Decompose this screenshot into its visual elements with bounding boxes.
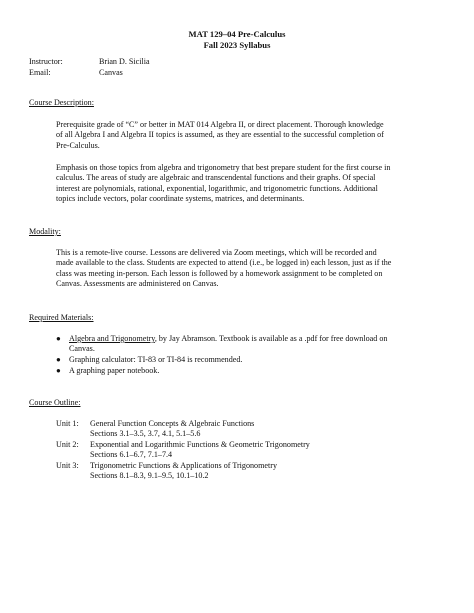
- unit-label: Unit 1:: [56, 419, 79, 428]
- text-line: topics include vectors, polar coordinate systems, matrices, and determinants.: [56, 194, 305, 204]
- unit-title: Exponential and Logarithmic Functions & Geometric Trigonometry: [90, 440, 310, 449]
- required-materials-heading: Required Materials:: [29, 313, 94, 322]
- text-line: of all Algebra I and Algebra II topics is assumed, as they are essential to the successful completion of: [56, 130, 384, 140]
- unit-sections: Sections 3.1–3.5, 3.7, 4.1, 5.1–5.6: [90, 429, 201, 439]
- text-line: made available to the class. Students are expected to attend (i.e., be logged in) each lesson, just as if the: [56, 258, 392, 268]
- bullet-icon: ●: [56, 355, 61, 364]
- course-title: MAT 129–04 Pre-Calculus: [188, 29, 286, 39]
- bullet-icon: ●: [56, 334, 61, 343]
- unit-3: [56, 461, 277, 482]
- unit-2: [56, 440, 310, 461]
- emphasis-paragraph: [56, 163, 448, 205]
- term-title: Fall 2023 Syllabus: [203, 40, 271, 50]
- unit-label: Unit 3:: [56, 461, 79, 470]
- instructor-name: Brian D. Sicilia: [99, 57, 150, 66]
- modality-paragraph: [56, 248, 448, 290]
- email-row: [29, 68, 123, 78]
- text-line: Graphing calculator: TI-83 or TI-84 is recommended.: [69, 355, 243, 364]
- prerequisite-paragraph: [56, 120, 448, 151]
- email-value: Canvas: [99, 68, 123, 77]
- text-line: , by Jay Abramson. Textbook is available as a .pdf for free download on: [154, 334, 388, 343]
- text-line: class was meeting in-person. Each lesson is followed by a homework assignment to be completed on: [56, 268, 383, 278]
- unit-title: General Function Concepts & Algebraic Functions: [90, 419, 255, 428]
- instructor-label: Instructor:: [29, 57, 63, 66]
- instructor-row: [29, 57, 150, 67]
- email-label: Email:: [29, 68, 51, 77]
- text-line: Canvas.: [69, 344, 95, 354]
- text-line: Pre-Calculus.: [56, 140, 100, 150]
- text-line: A graphing paper notebook.: [69, 366, 160, 375]
- course-outline-heading: Course Outline:: [29, 398, 81, 407]
- course-description-heading: Course Description:: [29, 98, 94, 107]
- unit-title: Trigonometric Functions & Applications of Trigonometry: [90, 461, 277, 470]
- text-line: Emphasis on those topics from algebra and trigonometry that best prepare student for the first course in: [56, 163, 391, 172]
- text-line: Prerequisite grade of “C” or better in MAT 014 Algebra II, or direct placement. Thorough knowledge: [56, 120, 384, 129]
- unit-sections: Sections 8.1–8.3, 9.1–9.5, 10.1–10.2: [90, 471, 209, 481]
- text-line: This is a remote-live course. Lessons are delivered via Zoom meetings, which will be recorded and: [56, 248, 377, 257]
- bullet-icon: ●: [56, 366, 61, 375]
- text-line: calculus. The areas of study are algebraic and transcendental functions and their graphs. Of special: [56, 173, 376, 183]
- unit-label: Unit 2:: [56, 440, 79, 449]
- textbook-link[interactable]: Algebra and Trigonometry: [69, 334, 155, 343]
- modality-heading: Modality:: [29, 227, 61, 236]
- text-line: Canvas. Assessments are administered on Canvas.: [56, 279, 219, 289]
- unit-1: [56, 419, 254, 440]
- unit-sections: Sections 6.1–6.7, 7.1–7.4: [90, 450, 173, 460]
- document-title: [0, 29, 474, 51]
- text-line: interest are polynomials, rational, exponential, logarithmic, and trigonometric functions. Additional: [56, 183, 378, 193]
